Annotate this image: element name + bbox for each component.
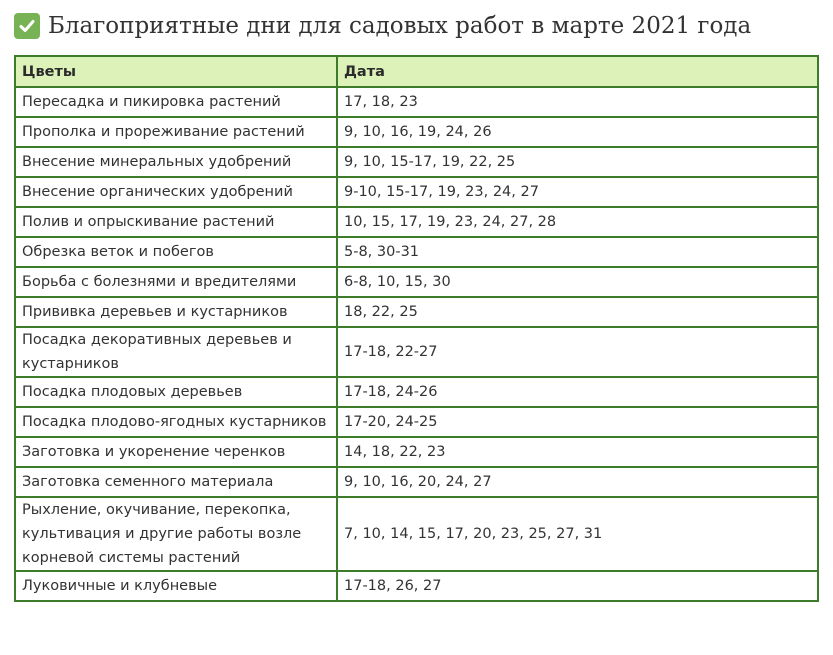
table-row [15,571,818,601]
work-cell: Заготовка и укоренение черенков [15,437,337,467]
work-cell: Внесение органических удобрений [15,177,337,207]
dates-cell: 17-18, 22-27 [337,327,818,377]
work-cell: Полив и опрыскивание растений [15,207,337,237]
work-cell: Обрезка веток и побегов [15,237,337,267]
table-row [15,467,818,497]
table-row [15,407,818,437]
dates-cell: 9, 10, 16, 19, 24, 26 [337,117,818,147]
table-row [15,147,818,177]
dates-cell: 7, 10, 14, 15, 17, 20, 23, 25, 27, 31 [337,497,818,571]
work-cell: Посадка плодово-ягодных кустарников [15,407,337,437]
work-cell: Луковичные и клубневые [15,571,337,601]
work-cell: Пересадка и пикировка растений [15,87,337,117]
table-row [15,267,818,297]
table-row [15,437,818,467]
table-row [15,237,818,267]
dates-cell: 9, 10, 16, 20, 24, 27 [337,467,818,497]
page-title: Благоприятные дни для садовых работ в марте 2021 года [48,13,752,39]
work-cell: Прополка и прореживание растений [15,117,337,147]
table-row [15,177,818,207]
work-cell: Борьба с болезнями и вредителями [15,267,337,297]
dates-cell: 17, 18, 23 [337,87,818,117]
work-cell: Рыхление, окучивание, перекопка, культивация и другие работы возле корневой системы растений [15,497,337,571]
title-row [14,8,751,44]
work-cell: Посадка декоративных деревьев и кустарников [15,327,337,377]
dates-cell: 6-8, 10, 15, 30 [337,267,818,297]
column-header-work: Цветы [15,56,337,87]
dates-cell: 17-18, 24-26 [337,377,818,407]
table-row [15,327,818,377]
table-row [15,117,818,147]
table-row [15,87,818,117]
table-header-row [15,56,818,87]
table-row [15,377,818,407]
dates-cell: 9, 10, 15-17, 19, 22, 25 [337,147,818,177]
work-cell: Внесение минеральных удобрений [15,147,337,177]
work-cell: Заготовка семенного материала [15,467,337,497]
table-row [15,497,818,571]
column-header-date: Дата [337,56,818,87]
garden-works-table [14,55,819,602]
work-cell: Прививка деревьев и кустарников [15,297,337,327]
table-row [15,207,818,237]
dates-cell: 5-8, 30-31 [337,237,818,267]
dates-cell: 9-10, 15-17, 19, 23, 24, 27 [337,177,818,207]
table-row [15,297,818,327]
dates-cell: 10, 15, 17, 19, 23, 24, 27, 28 [337,207,818,237]
check-mark-button-icon [14,13,40,39]
work-cell: Посадка плодовых деревьев [15,377,337,407]
dates-cell: 17-18, 26, 27 [337,571,818,601]
dates-cell: 17-20, 24-25 [337,407,818,437]
dates-cell: 18, 22, 25 [337,297,818,327]
dates-cell: 14, 18, 22, 23 [337,437,818,467]
